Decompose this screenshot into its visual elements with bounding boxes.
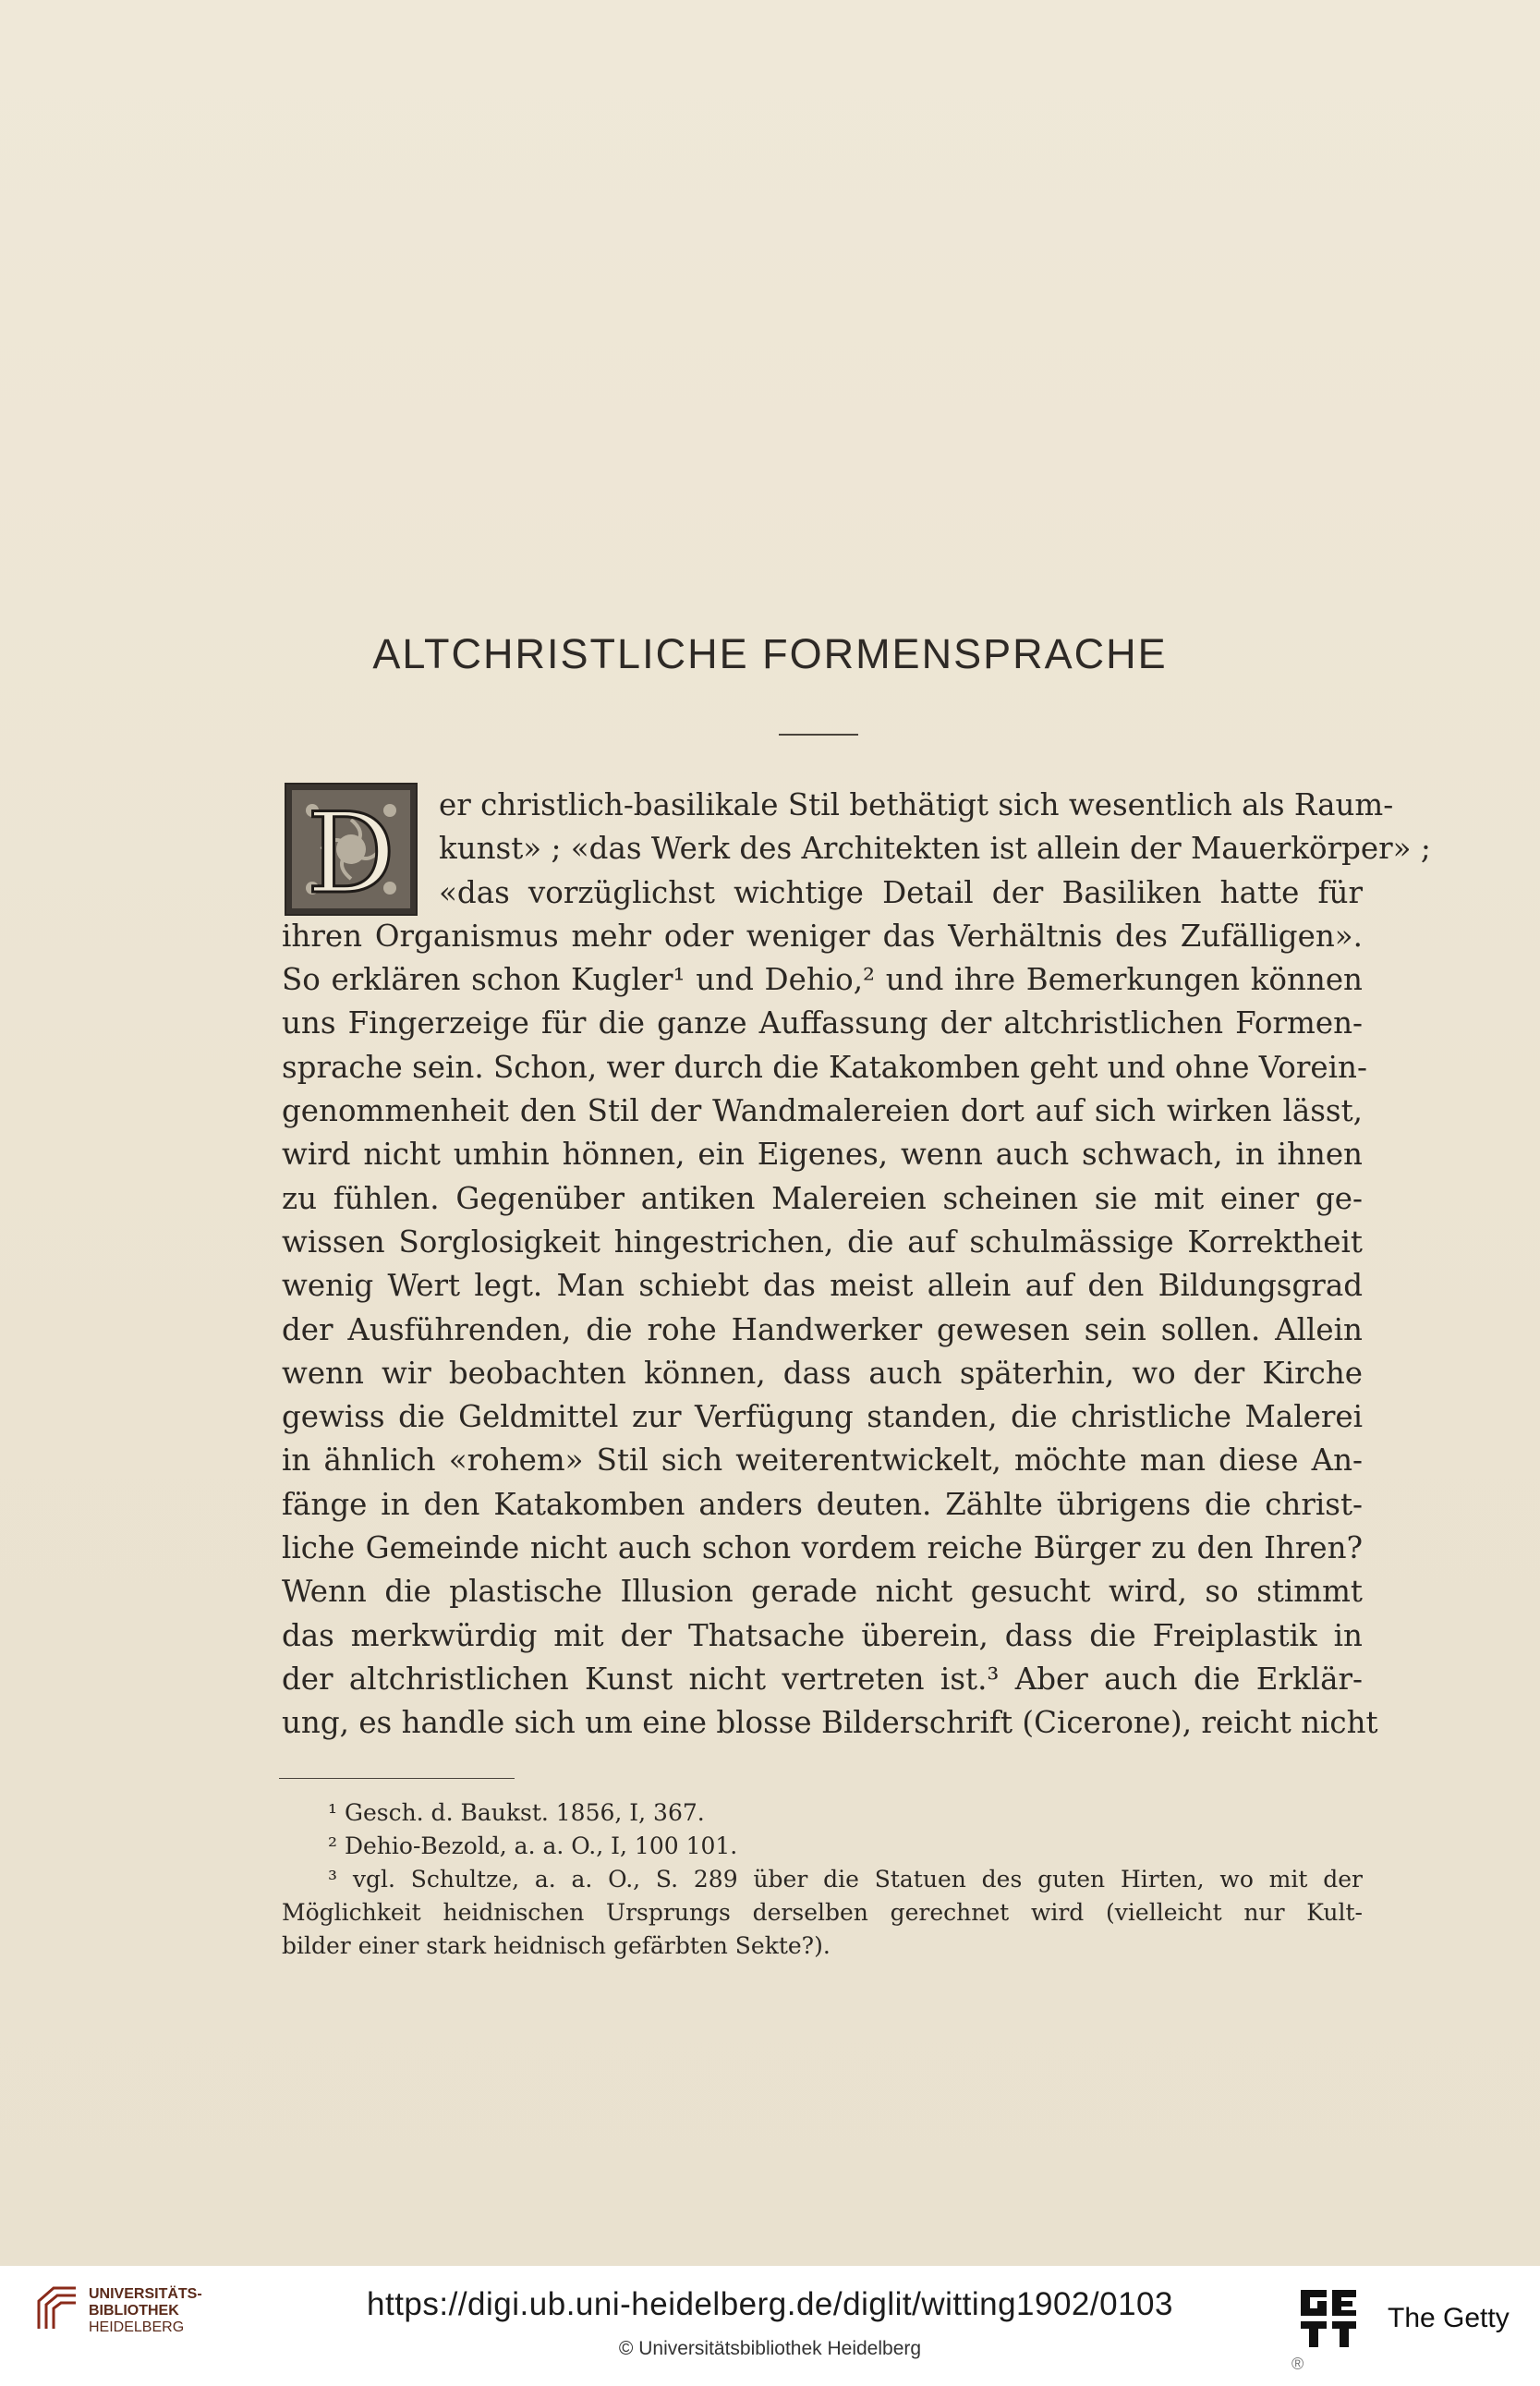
text-line: So erklären schon Kugler¹ und Dehio,² und ihre Bemerkungen können xyxy=(282,962,1363,998)
text-line: uns Fingerzeige für die ganze Auffassung der altchristlichen Formen- xyxy=(282,1005,1363,1041)
chapter-title: ALTCHRISTLICHE FORMENSPRACHE xyxy=(372,630,1168,677)
permalink[interactable]: https://digi.ub.uni-heidelberg.de/diglit/witting1902/0103 xyxy=(367,2286,1173,2322)
text-line: er christlich-basilikale Stil bethätigt sich wesentlich als Raum- xyxy=(439,787,1394,822)
footnote-3: ³ vgl. Schultze, a. a. O., S. 289 über die Statuen des guten Hirten, wo mit der xyxy=(328,1866,1363,1893)
library-name-line: BIBLIOTHEK xyxy=(89,2303,179,2319)
text-line: wird nicht umhin hönnen, ein Eigenes, wenn auch schwach, in ihnen xyxy=(282,1137,1363,1173)
footnote-3-continued: bilder einer stark heidnisch gefärbten Sekte?). xyxy=(282,1932,831,1959)
text-line: ung, es handle sich um eine blosse Bilderschrift (Cicerone), reicht nicht xyxy=(282,1705,1378,1741)
text-line: zu fühlen. Gegenüber antiken Malereien scheinen sie mit einer ge- xyxy=(282,1180,1363,1216)
footnote-3-continued: Möglichkeit heidnischen Ursprungs derselben gerechnet wird (vielleicht nur Kult- xyxy=(282,1899,1363,1926)
library-name-line: UNIVERSITÄTS- xyxy=(89,2286,202,2302)
footnote-2: ² Dehio-Bezold, a. a. O., I, 100 101. xyxy=(328,1832,738,1859)
text-line: der Ausführenden, die rohe Handwerker gewesen sein sollen. Allein xyxy=(282,1311,1363,1347)
text-line: fänge in den Katakomben anders deuten. Zählte übrigens die christ- xyxy=(282,1486,1363,1522)
footnote-rule xyxy=(279,1778,515,1779)
registered-mark: ® xyxy=(1291,2355,1304,2373)
copyright-notice: © Universitätsbibliothek Heidelberg xyxy=(618,2338,922,2359)
title-rule xyxy=(779,734,858,736)
body-text xyxy=(282,784,1431,1746)
text-line: das merkwürdig mit der Thatsache überein, dass die Freiplastik in xyxy=(282,1617,1363,1653)
text-line: genommenheit den Stil der Wandmalereien dort auf sich wirken lässt, xyxy=(282,1093,1363,1129)
text-line: wenig Wert legt. Man schiebt das meist allein auf den Bildungsgrad xyxy=(282,1268,1363,1304)
footnote-1: ¹ Gesch. d. Baukst. 1856, I, 367. xyxy=(328,1799,705,1826)
text-line: der altchristlichen Kunst nicht vertreten ist.³ Aber auch die Erklär- xyxy=(282,1661,1363,1697)
text-line: wissen Sorglosigkeit hingestrichen, die auf schulmässige Korrektheit xyxy=(282,1223,1363,1260)
text-line: ihren Organismus mehr oder weniger das Verhältnis des Zufälligen». xyxy=(282,918,1363,954)
text-line: wenn wir beobachten können, dass auch späterhin, wo der Kirche xyxy=(282,1355,1363,1391)
text-line: «das vorzüglichst wichtige Detail der Basiliken hatte für xyxy=(439,874,1363,910)
partner-name: The Getty xyxy=(1388,2303,1510,2333)
text-line: kunst» ; «das Werk des Architekten ist allein der Mauerkörper» ; xyxy=(439,831,1431,867)
text-line: Wenn die plastische Illusion gerade nicht gesucht wird, so stimmt xyxy=(282,1574,1363,1610)
viewer-footer xyxy=(0,2266,1540,2386)
footnotes xyxy=(282,1796,1363,1963)
svg-text:D: D xyxy=(306,790,396,916)
library-city: HEIDELBERG xyxy=(89,2319,185,2335)
text-line: in ähnlich «rohem» Stil sich weiterentwickelt, möchte man diese An- xyxy=(282,1443,1363,1479)
text-line: liche Gemeinde nicht auch schon vordem reiche Bürger zu den Ihren? xyxy=(282,1530,1363,1566)
text-line: sprache sein. Schon, wer durch die Katakomben geht und ohne Vorein- xyxy=(282,1049,1367,1085)
getty-logo-icon xyxy=(1297,2286,1362,2351)
text-line: gewiss die Geldmittel zur Verfügung standen, die christliche Malerei xyxy=(282,1399,1363,1435)
